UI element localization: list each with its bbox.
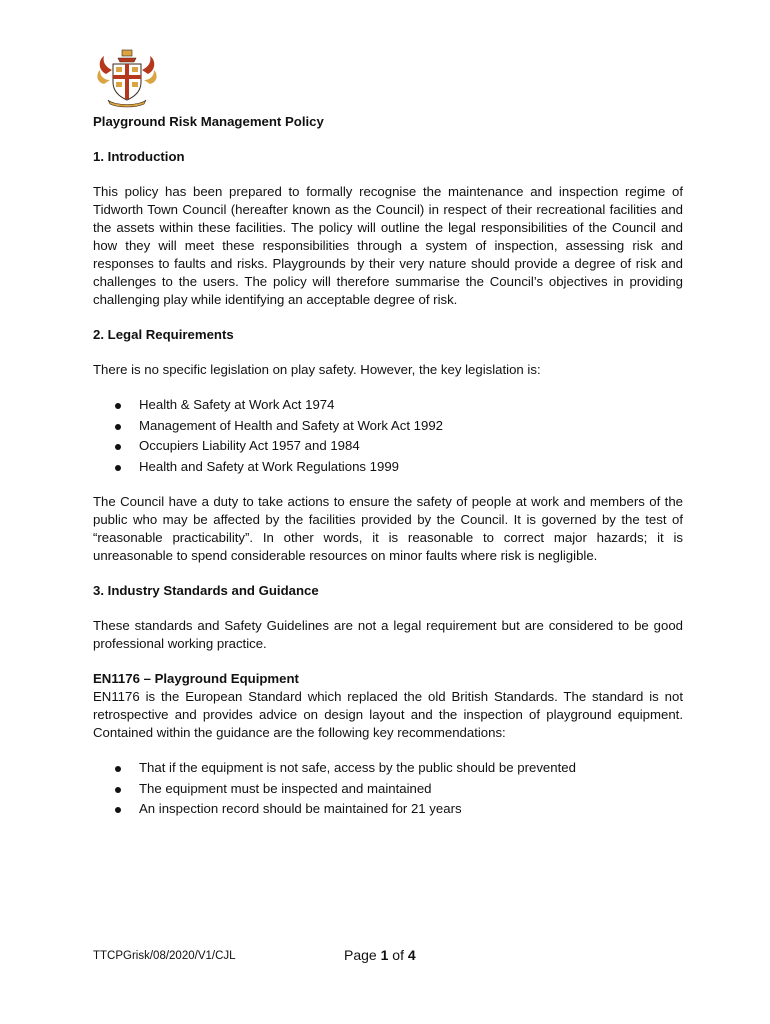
- legislation-list: [93, 395, 683, 477]
- bullet-icon: [115, 465, 121, 471]
- bullet-icon: [115, 444, 121, 450]
- document-body: [93, 113, 683, 820]
- standards-paragraph: These standards and Safety Guidelines are not a legal requirement but are considered to be good professional working practice.: [93, 618, 683, 651]
- list-item-text: That if the equipment is not safe, access by the public should be prevented: [139, 760, 576, 775]
- page-of: of: [392, 947, 404, 963]
- introduction-paragraph: This policy has been prepared to formally recognise the maintenance and inspection regime of Tidworth Town Council (hereafter known as the Council) in respect of their recreational facilities and the assets within these facilities. The policy will outline the legal responsibilities of the Council and how they will meet these responsibilities through a system of inspection, assessing risk and responses to faults and risks. Playgrounds by their very nature should provide a degree of risk and challenges to the users. The policy will therefore summarise the Council’s objectives in providing challenging play while identifying an acceptable degree of risk.: [93, 184, 683, 307]
- bullet-icon: [115, 787, 121, 793]
- section-heading-legal-requirements: 2. Legal Requirements: [93, 327, 234, 342]
- recommendations-list: [93, 758, 683, 820]
- council-crest-icon: [96, 48, 158, 108]
- list-item-text: Health and Safety at Work Regulations 1999: [139, 458, 400, 474]
- document-reference: TTCPGrisk/08/2020/V1/CJL: [93, 950, 236, 962]
- page-total: 4: [407, 947, 416, 963]
- legal-duty-paragraph: The Council have a duty to take actions to ensure the safety of people at work and members of the public who may be affected by the facilities provided by the Council. It is governed by the test of “reasonable practicability”. In other words, it is reasonable to correct major hazards; it is unreasonable to spend considerable resources on minor faults where risk is negligible.: [93, 494, 683, 563]
- bullet-icon: [115, 403, 121, 409]
- bullet-icon: [115, 766, 121, 772]
- page-number: [344, 947, 416, 963]
- list-item: [93, 758, 683, 779]
- list-item: [93, 799, 683, 820]
- section-heading-introduction: 1. Introduction: [93, 149, 185, 164]
- list-item: [93, 779, 683, 800]
- list-item: [93, 416, 683, 437]
- legal-lead-paragraph: There is no specific legislation on play safety. However, the key legislation is:: [93, 362, 541, 377]
- document-title: Playground Risk Management Policy: [93, 114, 324, 129]
- list-item: [93, 395, 683, 416]
- list-item-text: The equipment must be inspected and maintained: [139, 780, 432, 796]
- list-item: [93, 436, 683, 457]
- list-item-text: An inspection record should be maintained for 21 years: [139, 801, 462, 816]
- list-item-text: Occupiers Liability Act 1957 and 1984: [139, 438, 360, 453]
- page-current: 1: [380, 947, 389, 963]
- bullet-icon: [115, 807, 121, 813]
- section-heading-industry-standards: 3. Industry Standards and Guidance: [93, 583, 319, 598]
- en1176-paragraph: EN1176 is the European Standard which replaced the old British Standards. The standard is not retrospective and provides advice on design layout and the inspection of playground equipment. Contained within the guidance are the following key recommendations:: [93, 689, 683, 740]
- subsection-heading-en1176: EN1176 – Playground Equipment: [93, 671, 299, 686]
- bullet-icon: [115, 424, 121, 430]
- list-item-text: Health & Safety at Work Act 1974: [139, 397, 335, 412]
- list-item: [93, 457, 683, 478]
- list-item-text: Management of Health and Safety at Work Act 1992: [139, 417, 443, 433]
- page-word: Page: [344, 947, 377, 963]
